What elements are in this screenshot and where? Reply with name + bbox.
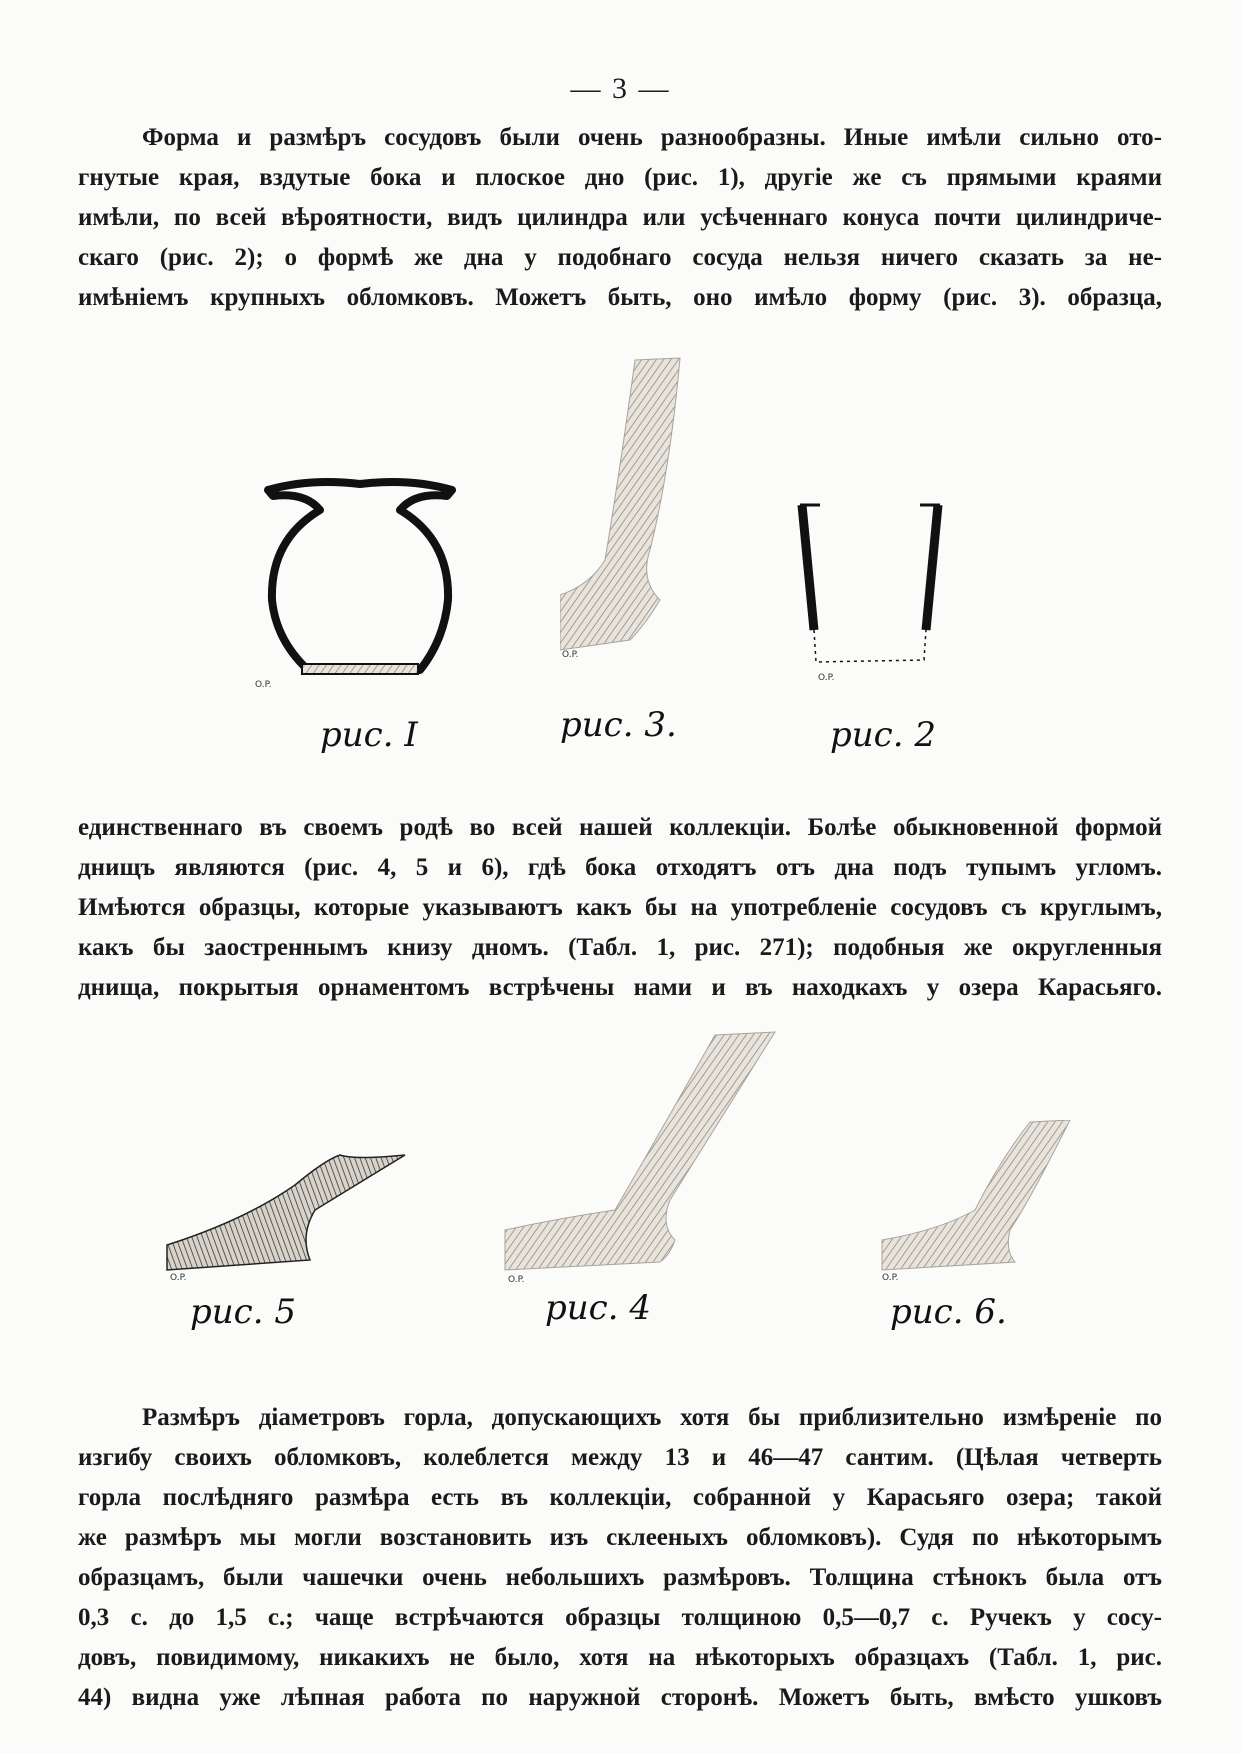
author-mark: O.P.	[882, 1273, 899, 1283]
figure-caption: рис. 6.	[890, 1292, 1007, 1332]
vessel-figure-1	[250, 470, 470, 690]
figures-row-1	[0, 350, 1241, 770]
vessel-fragment-figure-5	[165, 1150, 415, 1280]
vessel-fragment-figure-4	[500, 1030, 790, 1290]
author-mark: O.P.	[818, 673, 835, 683]
text-line: образцамъ, были чашечки очень небольшихъ размѣровъ. Толщина стѣнокъ была отъ	[78, 1564, 1162, 1591]
figure-caption: рис. 3.	[560, 705, 677, 745]
author-mark: O.P.	[170, 1273, 187, 1283]
text-line: Форма и размѣръ сосудовъ были очень разнообразны. Иные имѣли сильно ото-	[142, 124, 1162, 151]
author-mark: O.P.	[562, 650, 579, 660]
text-line: какъ бы заостреннымъ книзу дномъ. (Табл. 1, рис. 271); подобныя же округленныя	[78, 934, 1162, 961]
paragraph-2	[78, 808, 1162, 1008]
text-line: 0,3 с. до 1,5 с.; чаще встрѣчаются образцы толщиною 0,5—0,7 с. Ручекъ у сосу-	[78, 1604, 1162, 1631]
text-line: 44) видна уже лѣпная работа по наружной сторонѣ. Можетъ быть, вмѣсто ушковъ	[78, 1684, 1162, 1711]
vessel-figure-2	[790, 500, 950, 680]
text-line: имѣли, по всей вѣроятности, видъ цилиндра или усѣченнаго конуса почти цилиндриче-	[78, 204, 1162, 231]
text-line: гнутые края, вздутые бока и плоское дно (рис. 1), другiе же съ прямыми краями	[78, 164, 1162, 191]
text-line: Размѣръ дiаметровъ горла, допускающихъ хотя бы приблизительно измѣренiе по	[142, 1404, 1162, 1431]
text-line: единственнаго въ своемъ родѣ во всей нашей коллекцiи. Болѣе обыкновенной формой	[78, 814, 1162, 841]
text-line: горла послѣдняго размѣра есть въ коллекцiи, собранной у Карасьяго озера; такой	[78, 1484, 1162, 1511]
text-line: имѣнiемъ крупныхъ обломковъ. Можетъ быть, оно имѣло форму (рис. 3). образца,	[78, 284, 1162, 311]
figure-caption: рис. 4	[545, 1288, 651, 1328]
vessel-fragment-figure-6	[880, 1120, 1080, 1290]
vessel-fragment-figure-3	[560, 350, 700, 690]
text-line: довъ, повидимому, никакихъ не было, хотя на нѣкоторыхъ образцахъ (Табл. 1, рис.	[78, 1644, 1162, 1671]
text-line: Имѣются образцы, которые указываютъ какъ бы на употребленiе сосудовъ съ круглымъ,	[78, 894, 1162, 921]
author-mark: O.P.	[508, 1275, 525, 1285]
figure-caption: рис. I	[320, 715, 418, 755]
figure-caption: рис. 2	[830, 715, 936, 755]
text-line: днища, покрытыя орнаментомъ встрѣчены нами и въ находкахъ у озера Карасьяго.	[78, 974, 1162, 1001]
paragraph-3	[78, 1398, 1162, 1718]
paragraph-1	[78, 118, 1162, 318]
figure-caption: рис. 5	[190, 1292, 296, 1332]
text-line: изгибу своихъ обломковъ, колеблется между 13 и 46—47 сантим. (Цѣлая четверть	[78, 1444, 1162, 1471]
text-line: скаго (рис. 2); о формѣ же дна у подобнаго сосуда нельзя ничего сказать за не-	[78, 244, 1162, 271]
text-line: же размѣръ мы могли возстановить изъ склееныхъ обломковъ). Судя по нѣкоторымъ	[78, 1524, 1162, 1551]
text-line: днищъ являются (рис. 4, 5 и 6), гдѣ бока отходятъ отъ дна подъ тупымъ угломъ.	[78, 854, 1162, 881]
author-mark: O.P.	[255, 680, 272, 690]
page-number: — 3 —	[570, 72, 671, 105]
figures-row-2	[0, 1030, 1241, 1350]
